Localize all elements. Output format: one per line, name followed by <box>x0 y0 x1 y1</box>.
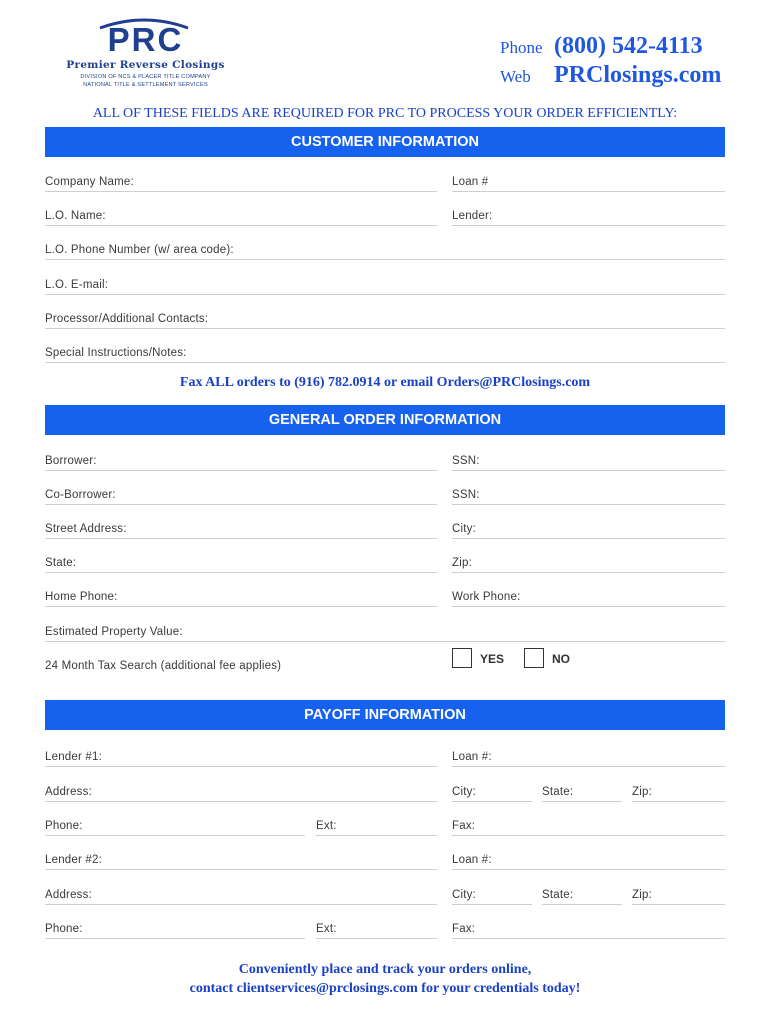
lender2-zip-field[interactable] <box>632 878 725 905</box>
lender2-phone-field[interactable] <box>45 912 305 939</box>
lender2-fax-field[interactable] <box>452 912 725 939</box>
tax-search-label: 24 Month Tax Search (additional fee applies) <box>45 660 282 672</box>
borrower-ssn-field[interactable] <box>452 444 725 471</box>
lender1-city-label: City: <box>452 786 476 798</box>
lender2-field[interactable] <box>45 843 437 870</box>
processor-contacts-field[interactable] <box>45 302 725 329</box>
logo-acronym: PRC <box>107 21 184 58</box>
borrower-ssn-label: SSN: <box>452 455 480 467</box>
city-field[interactable] <box>452 512 725 539</box>
lender1-field[interactable] <box>45 740 437 767</box>
footer-line-1: Conveniently place and track your orders online, <box>238 962 532 977</box>
lender2-city-field[interactable] <box>452 878 532 905</box>
lender1-address-label: Address: <box>45 786 92 798</box>
zip-field[interactable] <box>452 546 725 573</box>
street-address-field[interactable] <box>45 512 437 539</box>
company-name-field[interactable] <box>45 165 437 192</box>
fax-instructions: Fax ALL orders to (916) 782.0914 or email Orders@PRClosings.com <box>179 375 591 390</box>
co-borrower-ssn-field[interactable] <box>452 478 725 505</box>
tax-search-yes-checkbox[interactable] <box>452 648 472 668</box>
work-phone-label: Work Phone: <box>452 591 521 603</box>
lender2-ext-label: Ext: <box>316 923 337 935</box>
street-address-label: Street Address: <box>45 523 127 535</box>
lender1-state-label: State: <box>542 786 574 798</box>
lender1-loan-field[interactable] <box>452 740 725 767</box>
logo-company-name: Premier Reverse Closings <box>66 59 225 71</box>
lender2-label: Lender #2: <box>45 854 102 866</box>
processor-contacts-label: Processor/Additional Contacts: <box>45 313 209 325</box>
home-phone-label: Home Phone: <box>45 591 118 603</box>
lender1-zip-field[interactable] <box>632 775 725 802</box>
city-label: City: <box>452 523 476 535</box>
loan-number-field[interactable] <box>452 165 725 192</box>
lender1-phone-label: Phone: <box>45 820 83 832</box>
work-phone-field[interactable] <box>452 580 725 607</box>
lender1-label: Lender #1: <box>45 751 102 763</box>
tax-search-yes-label: YES <box>480 652 505 666</box>
lender-label: Lender: <box>452 210 493 222</box>
lender1-ext-field[interactable] <box>316 809 437 836</box>
lender1-phone-field[interactable] <box>45 809 305 836</box>
company-logo <box>48 16 243 92</box>
borrower-field[interactable] <box>45 444 437 471</box>
lo-phone-label: L.O. Phone Number (w/ area code): <box>45 244 234 256</box>
property-value-label: Estimated Property Value: <box>45 626 183 638</box>
lender1-zip-label: Zip: <box>632 786 652 798</box>
lender2-address-field[interactable] <box>45 878 437 905</box>
lender1-address-field[interactable] <box>45 775 437 802</box>
tax-search-no-label: NO <box>552 652 570 666</box>
special-instructions-label: Special Instructions/Notes: <box>45 347 187 359</box>
logo-division: DIVISION OF NCS & PLACER TITLE COMPANY <box>80 74 211 80</box>
tax-search-no-checkbox[interactable] <box>524 648 544 668</box>
company-name-label: Company Name: <box>45 176 134 188</box>
borrower-label: Borrower: <box>45 455 97 467</box>
lender1-state-field[interactable] <box>542 775 622 802</box>
lender2-zip-label: Zip: <box>632 889 652 901</box>
website-link[interactable]: PRClosings.com <box>554 62 722 88</box>
lender1-city-field[interactable] <box>452 775 532 802</box>
lender-field[interactable] <box>452 199 725 226</box>
lender2-state-label: State: <box>542 889 574 901</box>
state-field[interactable] <box>45 546 437 573</box>
lender2-loan-field[interactable] <box>452 843 725 870</box>
web-label: Web <box>500 67 531 86</box>
customer-information-header: CUSTOMER INFORMATION <box>45 127 725 157</box>
zip-label: Zip: <box>452 557 472 569</box>
lo-email-label: L.O. E-mail: <box>45 279 109 291</box>
footer-line-2: contact clientservices@prclosings.com for your credentials today! <box>189 981 581 996</box>
lo-name-label: L.O. Name: <box>45 210 106 222</box>
lender2-loan-label: Loan #: <box>452 854 492 866</box>
tax-search-row <box>45 649 425 675</box>
lender1-fax-label: Fax: <box>452 820 476 832</box>
property-value-field[interactable] <box>45 615 725 642</box>
lender2-city-label: City: <box>452 889 476 901</box>
contact-phone <box>500 33 740 60</box>
general-order-information-header: GENERAL ORDER INFORMATION <box>45 405 725 435</box>
lender2-address-label: Address: <box>45 889 92 901</box>
lender1-loan-label: Loan #: <box>452 751 492 763</box>
co-borrower-field[interactable] <box>45 478 437 505</box>
lender2-fax-label: Fax: <box>452 923 476 935</box>
contact-web <box>500 62 740 89</box>
logo-services: NATIONAL TITLE & SETTLEMENT SERVICES <box>83 82 208 88</box>
co-borrower-label: Co-Borrower: <box>45 489 116 501</box>
co-borrower-ssn-label: SSN: <box>452 489 480 501</box>
payoff-information-header: PAYOFF INFORMATION <box>45 700 725 730</box>
phone-number[interactable]: (800) 542-4113 <box>554 33 703 59</box>
home-phone-field[interactable] <box>45 580 437 607</box>
state-label: State: <box>45 557 77 569</box>
lender1-ext-label: Ext: <box>316 820 337 832</box>
lender2-ext-field[interactable] <box>316 912 437 939</box>
lo-name-field[interactable] <box>45 199 437 226</box>
special-instructions-field[interactable] <box>45 336 725 363</box>
lo-phone-field[interactable] <box>45 233 725 260</box>
phone-label: Phone <box>500 38 543 57</box>
lo-email-field[interactable] <box>45 268 725 295</box>
lender2-phone-label: Phone: <box>45 923 83 935</box>
loan-number-label: Loan # <box>452 176 489 188</box>
lender2-state-field[interactable] <box>542 878 622 905</box>
required-fields-note: ALL OF THESE FIELDS ARE REQUIRED FOR PRC TO PROCESS YOUR ORDER EFFICIENTLY: <box>92 106 678 121</box>
lender1-fax-field[interactable] <box>452 809 725 836</box>
